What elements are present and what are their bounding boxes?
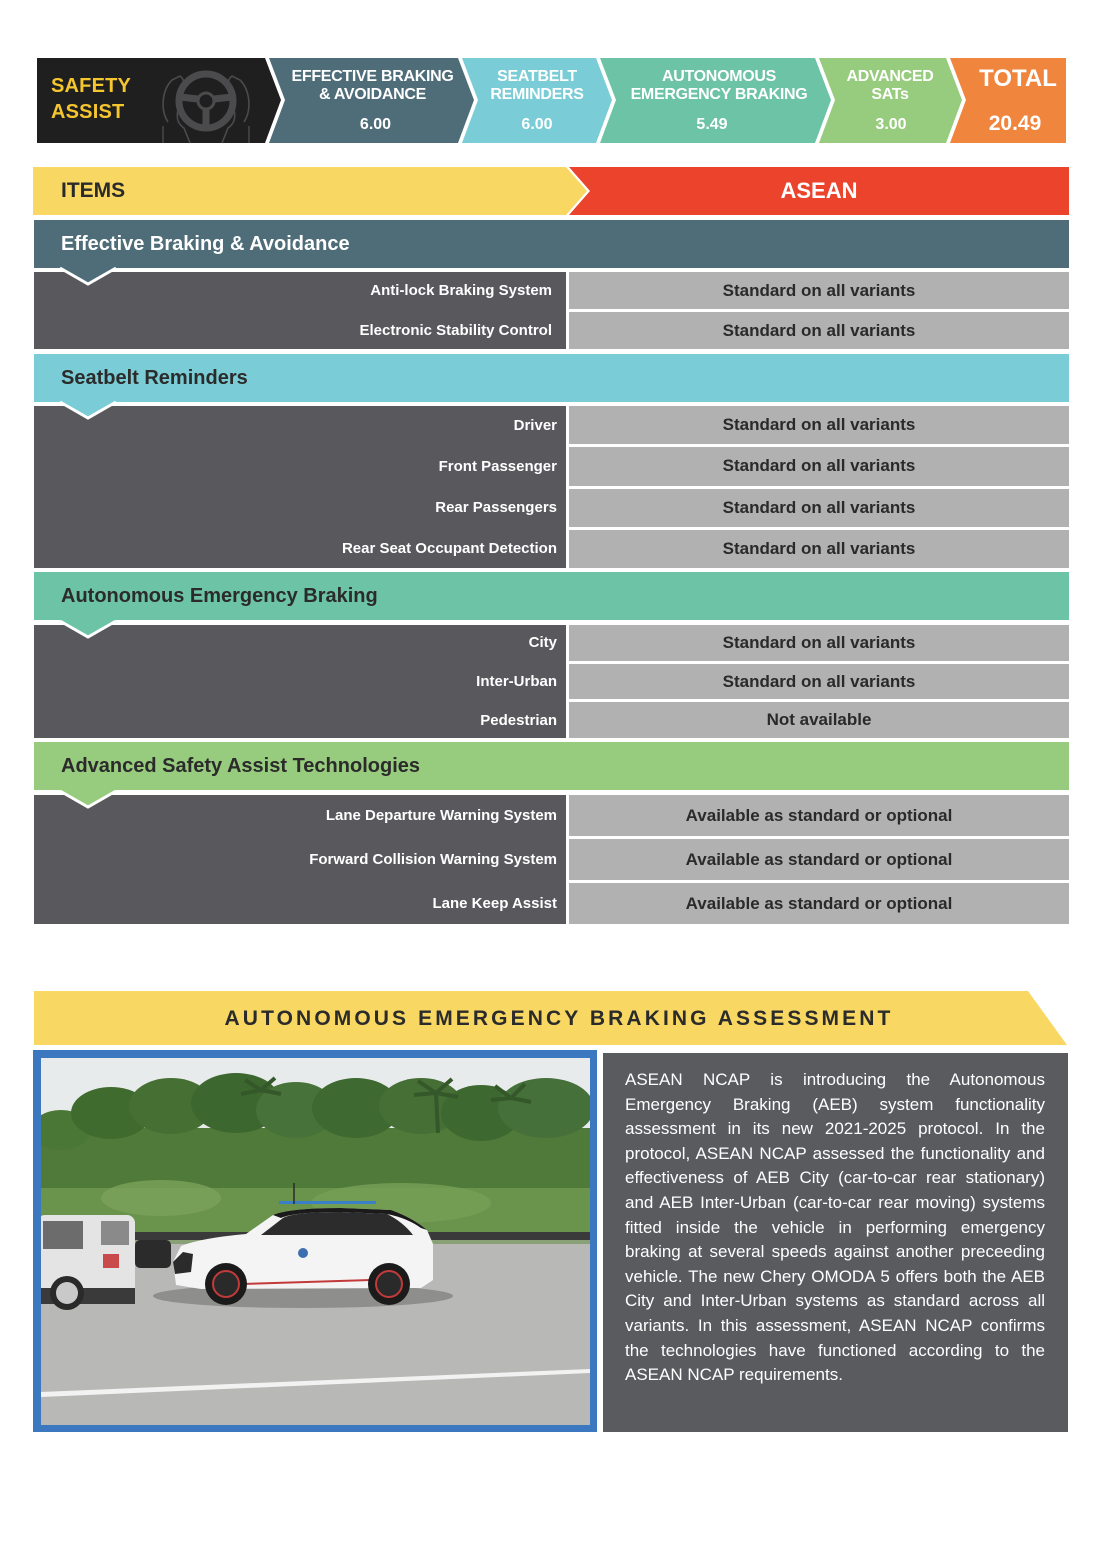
section-header — [34, 742, 1069, 790]
row-item-label: Forward Collision Warning System — [309, 851, 557, 868]
section-advanced-safety-assist — [34, 742, 1069, 924]
segment-label-line1: ADVANCED — [846, 68, 934, 85]
safety-assist-title-line1: SAFETY — [51, 75, 132, 97]
items-column-header: ITEMS — [61, 179, 126, 202]
segment-label-line2: & AVOIDANCE — [319, 86, 426, 103]
row-item-label: Inter-Urban — [476, 673, 557, 690]
segment-label-line1: EFFECTIVE BRAKING — [291, 68, 454, 85]
aeb-assessment-title: AUTONOMOUS EMERGENCY BRAKING ASSESSMENT — [224, 1007, 894, 1030]
section-header — [34, 354, 1069, 402]
asean-column — [569, 406, 1069, 568]
safety-assist-title-line2: ASSIST — [51, 101, 125, 123]
asean-column — [569, 625, 1069, 738]
section-pointer-icon — [60, 400, 116, 422]
section-title: Seatbelt Reminders — [61, 367, 248, 389]
segment-label-line2: REMINDERS — [490, 86, 584, 103]
segment-score: 6.00 — [359, 116, 392, 133]
section-body — [34, 406, 1069, 568]
target-vehicle — [41, 1215, 135, 1310]
aeb-photo-frame — [33, 1050, 597, 1432]
segment-score: 6.00 — [521, 116, 553, 133]
row-item-label: Lane Keep Assist — [432, 895, 557, 912]
asean-column — [569, 795, 1069, 924]
row-value: Standard on all variants — [569, 447, 1069, 485]
row-value: Standard on all variants — [569, 406, 1069, 444]
row-item-label: Front Passenger — [438, 457, 557, 475]
row-item-label: Rear Seat Occupant Detection — [341, 540, 557, 558]
segment-score: 3.00 — [875, 116, 907, 133]
row-value: Available as standard or optional — [569, 883, 1069, 924]
section-pointer-icon — [60, 619, 116, 641]
section-effective-braking — [34, 220, 1069, 349]
aeb-description-panel — [603, 1053, 1068, 1432]
row-value: Standard on all variants — [569, 272, 1069, 309]
tire-stack — [135, 1240, 171, 1268]
items-column — [34, 625, 566, 738]
row-value: Not available — [569, 702, 1069, 738]
row-item-label: Anti-lock Braking System — [370, 282, 552, 299]
items-column — [34, 406, 566, 568]
row-value: Standard on all variants — [569, 664, 1069, 700]
asean-column-header: ASEAN — [780, 178, 858, 203]
section-pointer-icon — [60, 266, 116, 288]
segment-label-line2: SATs — [871, 86, 909, 103]
row-value: Standard on all variants — [569, 625, 1069, 661]
asean-column — [569, 272, 1069, 349]
aeb-test-photo — [41, 1058, 590, 1425]
row-value: Standard on all variants — [569, 530, 1069, 568]
section-title: Advanced Safety Assist Technologies — [61, 755, 420, 777]
section-header — [34, 220, 1069, 268]
row-value: Available as standard or optional — [569, 839, 1069, 880]
row-value: Standard on all variants — [569, 312, 1069, 349]
row-item-label: City — [528, 634, 557, 652]
section-autonomous-emergency-braking — [34, 572, 1069, 738]
segment-label-line2: EMERGENCY BRAKING — [630, 86, 808, 103]
row-item-label: Driver — [513, 416, 557, 434]
row-item-label: Pedestrian — [480, 711, 557, 729]
segment-label-line1: AUTONOMOUS — [661, 68, 777, 85]
row-value: Standard on all variants — [569, 489, 1069, 527]
items-column — [34, 795, 566, 924]
row-item-label: Lane Departure Warning System — [325, 807, 557, 824]
section-title: Autonomous Emergency Braking — [61, 585, 378, 607]
section-header — [34, 572, 1069, 620]
section-title: Effective Braking & Avoidance — [61, 233, 350, 255]
row-item-label: Rear Passengers — [435, 499, 557, 517]
aeb-description: ASEAN NCAP is introducing the Autonomous Emergency Braking (AEB) system functionality assessment in its new 2021-2025 protocol. In the protocol, ASEAN NCAP assessed the functionality and effectiveness of AEB City (car-to-car rear stationary) and AEB Inter-Urban (car-to-car rear moving) systems fitted inside the vehicle in performing emergency braking at several speeds against another preceeding vehicle. The new Chery OMODA 5 offers both the AEB City and Inter-Urban systems as standard across all variants. In this assessment, ASEAN NCAP confirms the technologies have functioned according to the ASEAN NCAP requirements. — [625, 1070, 1045, 1385]
total-score: 20.49 — [988, 112, 1042, 135]
total-label: TOTAL — [979, 65, 1057, 92]
row-value: Available as standard or optional — [569, 795, 1069, 836]
section-body — [34, 272, 1069, 349]
section-body — [34, 795, 1069, 924]
section-body — [34, 625, 1069, 738]
segment-label-line1: SEATBELT — [497, 68, 577, 85]
segment-score: 5.49 — [696, 116, 728, 133]
section-pointer-icon — [60, 789, 116, 811]
section-seatbelt-reminders — [34, 354, 1069, 568]
row-item-label: Electronic Stability Control — [359, 322, 552, 339]
